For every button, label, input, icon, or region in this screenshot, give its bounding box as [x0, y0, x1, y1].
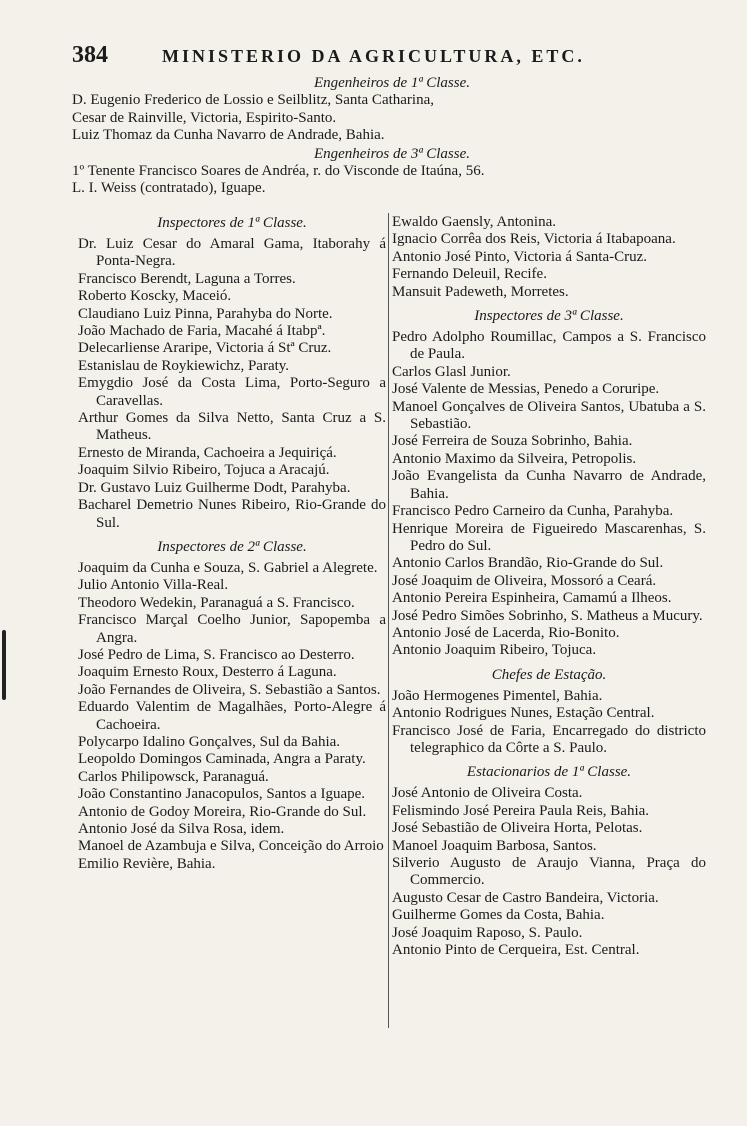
entry: Manoel Gonçalves de Oliveira Santos, Ubatuba a S. Sebastião. — [392, 398, 706, 433]
entry: Joaquim Silvio Ribeiro, Tojuca a Aracajú. — [78, 462, 330, 479]
entry: Francisco José de Faria, Encarregado do districto telegraphico da Côrte a S. Paulo. — [392, 722, 706, 756]
entry: Dr. Luiz Cesar do Amaral Gama, Itaborahy á Ponta-Negra. — [78, 236, 386, 270]
entry: Joaquim da Cunha e Souza, S. Gabriel a Alegrete. — [78, 559, 378, 576]
entry: Mansuit Padeweth, Morretes. — [392, 283, 569, 300]
entry: Antonio Carlos Brandão, Rio-Grande do Sul. — [392, 555, 664, 572]
entry: Luiz Thomaz da Cunha Navarro de Andrade, Bahia. — [72, 127, 385, 143]
entry: João Evangelista da Cunha Navarro de Andrade, Bahia. — [392, 468, 706, 502]
entry: D. Eugenio Frederico de Lossio e Seilblitz, Santa Catharina, — [72, 92, 434, 108]
column-divider — [388, 213, 389, 1028]
entry: José Joaquim Raposo, S. Paulo. — [392, 924, 583, 941]
entry: Antonio José Pinto, Victoria á Santa-Cruz. — [392, 248, 648, 265]
entry: José Joaquim de Oliveira, Mossoró a Ceará. — [392, 572, 657, 589]
entry: L. I. Weiss (contratado), Iguape. — [72, 180, 266, 196]
section-heading: Estacionarios de 1ª Classe. — [466, 764, 632, 781]
entry: Eduardo Valentim de Magalhães, Porto-Alegre á Cachoeira. — [78, 699, 386, 733]
entry: Henrique Moreira de Figueiredo Mascarenhas, S. Pedro do Sul. — [392, 520, 706, 554]
entry: Antonio José de Lacerda, Rio-Bonito. — [392, 624, 620, 641]
entry: Francisco Pedro Carneiro da Cunha, Parahyba. — [392, 503, 674, 520]
entry: Theodoro Wedekin, Paranaguá a S. Francisco. — [78, 594, 355, 611]
entry: Antonio Maximo da Silveira, Petropolis. — [392, 450, 637, 467]
entry: Antonio Rodrigues Nunes, Estação Central. — [392, 705, 655, 722]
entry: Antonio José da Silva Rosa, idem. — [78, 821, 285, 837]
entry: José Ferreira de Souza Sobrinho, Bahia. — [392, 433, 633, 450]
entry: Delecarliense Araripe, Victoria á Stª Cruz. — [78, 340, 332, 357]
entry: Carlos Philipowsck, Paranaguá. — [78, 768, 269, 785]
right-column — [392, 214, 706, 959]
entry: Ewaldo Gaensly, Antonina. — [392, 214, 556, 230]
entry: José Antonio de Oliveira Costa. — [392, 785, 583, 802]
entry: Felismindo José Pereira Paula Reis, Bahia. — [392, 802, 650, 819]
left-column — [78, 214, 386, 873]
page-number: 384 — [72, 42, 108, 68]
entry: José Valente de Messias, Penedo a Coruripe. — [392, 381, 660, 398]
entry: Antonio Pereira Espinheira, Camamú a Ilheos. — [392, 590, 672, 607]
entry: João Machado de Faria, Macahé á Itabpª. — [78, 323, 326, 340]
entry: Manoel Joaquim Barbosa, Santos. — [392, 837, 597, 854]
entry: 1º Tenente Francisco Soares de Andréa, r. do Visconde de Itaúna, 56. — [72, 162, 485, 179]
entry: Claudiano Luiz Pinna, Parahyba do Norte. — [78, 305, 333, 322]
entry: Arthur Gomes da Silva Netto, Santa Cruz a S. Matheus. — [78, 410, 386, 444]
entry: Francisco Berendt, Laguna a Torres. — [78, 270, 296, 287]
entry: Emilio Revière, Bahia. — [78, 855, 216, 872]
engineers-section — [72, 74, 712, 198]
entry: José Pedro Simões Sobrinho, S. Matheus a Mucury. — [392, 607, 703, 624]
section-heading: Inspectores de 3ª Classe. — [474, 308, 624, 325]
entry: Polycarpo Idalino Gonçalves, Sul da Bahia. — [78, 733, 341, 750]
entry: João Fernandes de Oliveira, S. Sebastião a Santos. — [78, 681, 381, 698]
entry: Antonio Joaquim Ribeiro, Tojuca. — [392, 642, 597, 659]
margin-mark — [2, 630, 6, 700]
entry: João Hermogenes Pimentel, Bahia. — [392, 687, 603, 704]
page-header — [72, 42, 712, 68]
entry: Silverio Augusto de Araujo Vianna, Praça do Commercio. — [392, 855, 706, 889]
section-heading: Engenheiros de 3ª Classe. — [313, 145, 471, 162]
entry: Julio Antonio Villa-Real. — [78, 577, 229, 594]
entry: Emygdio José da Costa Lima, Porto-Seguro a Caravellas. — [78, 375, 386, 409]
entry: Augusto Cesar de Castro Bandeira, Victoria. — [392, 889, 659, 906]
section-heading: Inspectores de 2ª Classe. — [157, 538, 307, 555]
entry: José Sebastião de Oliveira Horta, Pelotas. — [392, 820, 643, 837]
entry: Antonio de Godoy Moreira, Rio-Grande do Sul. — [78, 803, 367, 820]
entry: Manoel de Azambuja e Silva, Conceição do Arroio — [78, 838, 384, 855]
entry: Pedro Adolpho Roumillac, Campos a S. Francisco de Paula. — [392, 329, 706, 363]
entry: Estanislau de Roykiewichz, Paraty. — [78, 357, 290, 374]
entry: Joaquim Ernesto Roux, Desterro á Laguna. — [78, 664, 337, 681]
entry: Fernando Deleuil, Recife. — [392, 266, 547, 283]
entry: João Constantino Janacopulos, Santos a Iguape. — [78, 786, 366, 803]
section-heading: Engenheiros de 1ª Classe. — [313, 75, 471, 91]
entry: Roberto Koscky, Maceió. — [78, 288, 232, 305]
running-title: MINISTERIO DA AGRICULTURA, ETC. — [162, 46, 585, 66]
entry: Bacharel Demetrio Nunes Ribeiro, Rio-Grande do Sul. — [78, 497, 386, 531]
entry: Leopoldo Domingos Caminada, Angra a Paraty. — [78, 751, 366, 768]
entry: José Pedro de Lima, S. Francisco ao Desterro. — [78, 646, 355, 663]
entry: Carlos Glasl Junior. — [392, 363, 511, 380]
entry: Antonio Pinto de Cerqueira, Est. Central. — [392, 942, 640, 959]
section-heading: Inspectores de 1ª Classe. — [157, 215, 307, 231]
entry: Cesar de Rainville, Victoria, Espirito-Santo. — [72, 109, 337, 126]
entry: Dr. Gustavo Luiz Guilherme Dodt, Parahyba. — [78, 479, 351, 496]
section-heading: Chefes de Estação. — [491, 666, 607, 683]
entry: Ernesto de Miranda, Cachoeira a Jequiriçá. — [78, 444, 337, 461]
entry: Francisco Marçal Coelho Junior, Sapopemba a Angra. — [78, 612, 386, 646]
entry: Ignacio Corrêa dos Reis, Victoria á Itabapoana. — [392, 231, 676, 248]
entry: Guilherme Gomes da Costa, Bahia. — [392, 907, 605, 924]
